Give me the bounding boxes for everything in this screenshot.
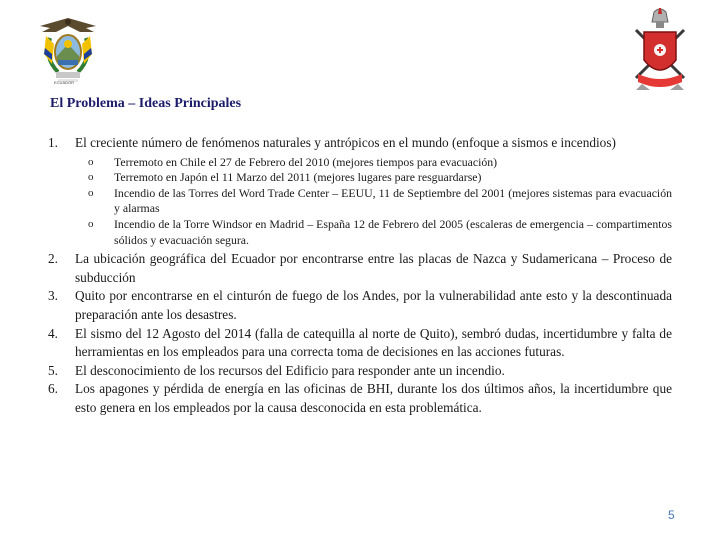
item-text: El desconocimiento de los recursos del Edificio para responder ante un incendio. <box>75 362 505 378</box>
item-number: 2. <box>48 251 58 267</box>
item-text: La ubicación geográfica del Ecuador por encontrarse entre las placas de Nazca y Sudamericana – Proceso de subducción <box>75 251 672 285</box>
bullet-icon: o <box>88 217 94 230</box>
sub-item-text: Incendio de la Torre Windsor en Madrid – España 12 de Febrero del 2005 (escaleras de emergencia – compartimentos sólidos y evacuación segura. <box>114 216 672 247</box>
sub-list <box>48 155 672 249</box>
sub-item-text: Terremoto en Japón el 11 Marzo del 2011 (mejores lugares pare resguardarse) <box>114 170 482 185</box>
item-number: 1. <box>48 135 58 150</box>
list-item <box>48 287 672 324</box>
item-number: 3. <box>48 288 58 304</box>
sub-item-text: Incendio de las Torres del Word Trade Center – EEUU, 11 de Septiembre del 2001 (mejores sistemas para evacuación y alarmas <box>114 185 672 216</box>
item-text: Los apagones y pérdida de energía en las oficinas de BHI, durante los dos últimos años, la incertidumbre que esto genera en los empleados por la causa desconocida en esta problemática. <box>75 381 672 415</box>
item-text: El sismo del 12 Agosto del 2014 (falla de catequilla al norte de Quito), sembró dudas, incertidumbre y falta de herramientas en los empleados para una correcta toma de decisiones en las acciones futuras. <box>75 325 672 360</box>
list-item <box>48 134 672 153</box>
coat-of-arms-caption: ECUADOR <box>54 80 75 85</box>
sub-list-item <box>78 217 672 248</box>
bullet-icon: o <box>88 155 94 168</box>
item-number: 4. <box>48 325 58 341</box>
sub-item-text: Terremoto en Chile el 27 de Febrero del 2010 (mejores tiempos para evacuación) <box>114 154 498 169</box>
list-item <box>48 250 672 287</box>
sub-list-item <box>78 170 672 186</box>
firefighter-crest-icon <box>632 8 688 92</box>
page-number: 5 <box>668 508 675 522</box>
list-item <box>48 380 672 417</box>
list-item <box>48 325 672 362</box>
list-item <box>48 362 672 381</box>
item-text: Quito por encontrarse en el cinturón de fuego de los Andes, por la vulnerabilidad ante esto y la descontinuada preparación ante los desastres. <box>75 288 672 322</box>
page-title: El Problema – Ideas Principales <box>50 96 242 111</box>
item-number: 5. <box>48 362 58 378</box>
bullet-icon: o <box>88 186 94 199</box>
problem-list <box>48 134 672 418</box>
sub-list-item <box>78 186 672 217</box>
ecuador-coat-of-arms-icon <box>36 14 100 86</box>
item-text: El creciente número de fenómenos naturales y antrópicos en el mundo (enfoque a sismos e incendios) <box>75 135 616 150</box>
item-number: 6. <box>48 381 58 397</box>
sub-list-item <box>78 155 672 171</box>
bullet-icon: o <box>88 171 94 184</box>
